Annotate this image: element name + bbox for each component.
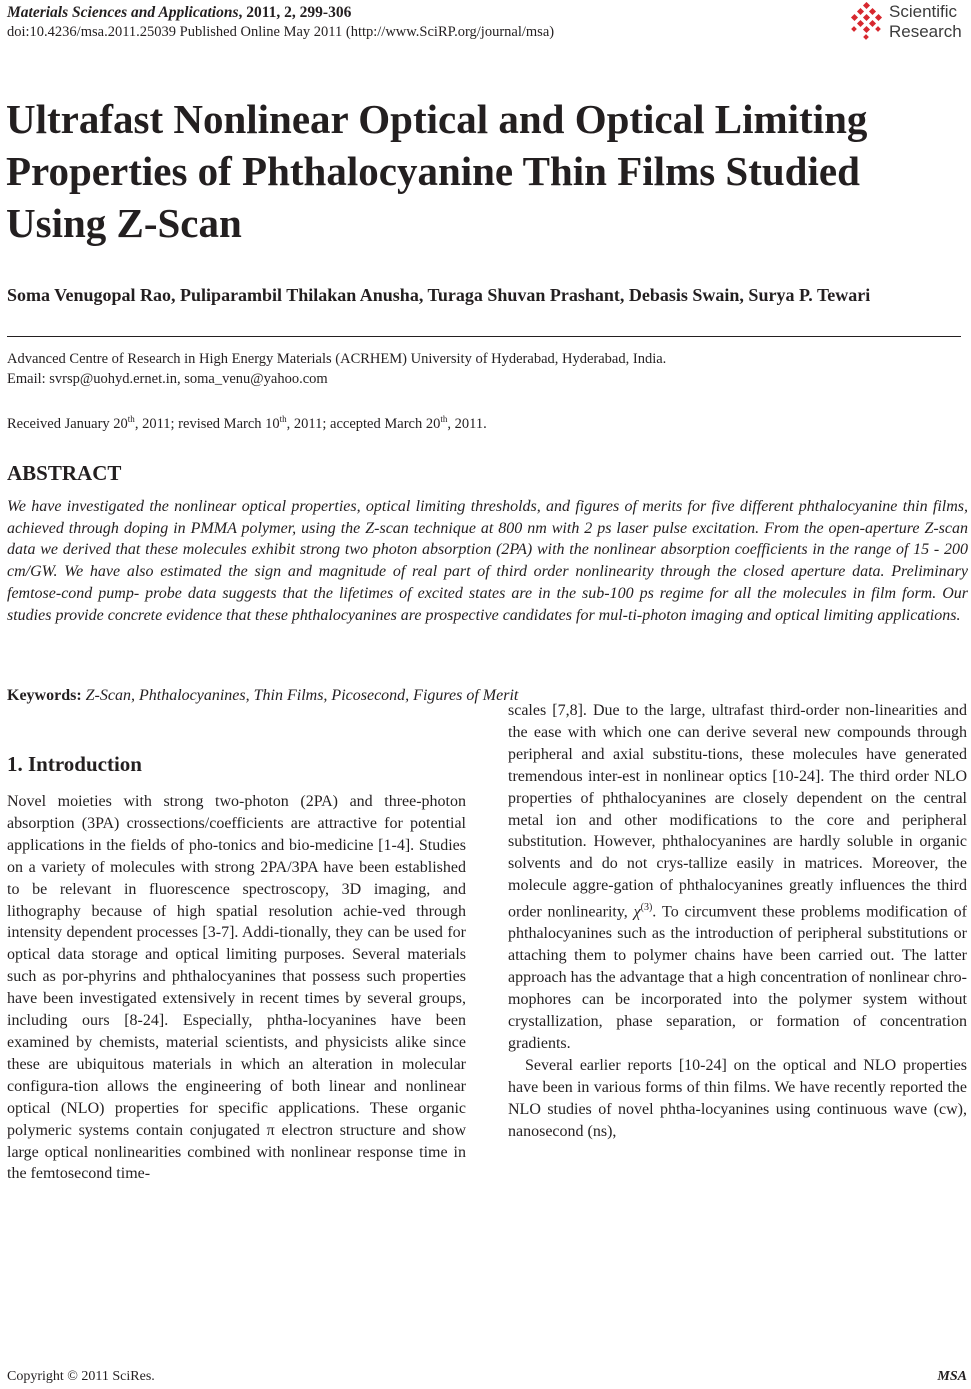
received-dates <box>7 410 487 433</box>
logo-wordmark <box>889 2 962 42</box>
right-column-paragraph-1 <box>508 700 967 1055</box>
contact-email: Email: svrsp@uohyd.ernet.in, soma_venu@yahoo.com <box>7 371 328 387</box>
received-date: Received January 20 <box>7 415 128 432</box>
chi-superscript: (3) <box>640 902 653 914</box>
affiliation: Advanced Centre of Research in High Energy Materials (ACRHEM) University of Hyderabad, Hyderabad, India. <box>7 351 667 367</box>
journal-volume-pages: , 2011, 2, 299-306 <box>238 4 352 21</box>
paragraph-text: . To circumvent these problems modification of phthalocyanines such as the introduction of peripheral substitutions or attaching them to polymer chains have been carried out. The latter approach has the advantage that a high concentration of nonlinear chro-mophores can be incorporated into the polymer system without crystallization, phase separation, or formation of concentration gradients. <box>508 903 967 1052</box>
keywords-label: Keywords: <box>7 687 82 704</box>
footer-copyright: Copyright © 2011 SciRes. <box>7 1369 155 1384</box>
revised-date: , 2011; revised March 10 <box>134 415 280 432</box>
keywords-list: Z-Scan, Phthalocyanines, Thin Films, Picosecond, Figures of Merit <box>81 687 519 704</box>
right-column <box>508 700 967 1142</box>
chi-symbol: χ <box>633 903 641 921</box>
section-heading-introduction: 1. Introduction <box>7 752 142 776</box>
author-list: Soma Venugopal Rao, Puliparambil Thilakan Anusha, Turaga Shuvan Prashant, Debasis Swain, Surya P. Tewari <box>7 285 871 305</box>
keywords <box>7 686 518 706</box>
journal-name: Materials Sciences and Applications <box>7 4 239 21</box>
abstract-heading: ABSTRACT <box>7 461 122 485</box>
left-column-text: Novel moieties with strong two-photon (2PA) and three-photon absorption (3PA) crossections/coefficients are attractive for potential applications in the fields of pho-tonics and bio-medicine [1-4]. Studies on a variety of molecules with strong 2PA/3PA have been established to be relevant in fluorescence spectroscopy, 3D imaging, and lithography because of high spatial resolution achie-ved through intensity dependent processes [3-7]. Addi-tionally, they can be used for optical data storage and optical limiting purposes. Several materials such as por-phyrins and phthalocyanines that possess such properties have been investigated extensively in recent times by several groups, including ours [8-24]. Especially, phtha-locyanines have been examined by chemists, material scientists, and physicists alike since these are ubiquitous materials in which an alteration in molecular configura-tion allows the engineering of both linear and nonlinear optical (NLO) properties for specific applications. These organic polymeric systems contain conjugated π electron structure and show large optical nonlinearities combined with nonlinear response time in the femtosecond time- <box>7 793 466 1183</box>
doi-line: doi:10.4236/msa.2011.25039 Published Online May 2011 (http://www.SciRP.org/journal/msa) <box>7 24 555 40</box>
scirp-logo-icon <box>847 2 887 42</box>
ordinal-suffix: th <box>279 414 287 424</box>
ordinal-suffix: th <box>440 414 448 424</box>
right-column-paragraph-2: Several earlier reports [10-24] on the optical and NLO properties have been in various forms of thin films. We have recently reported the NLO studies of novel phtha-locyanines using continuous wave (cw), nanosecond (ns), <box>508 1056 967 1140</box>
scientific-research-logo <box>847 2 967 44</box>
abstract-text: We have investigated the nonlinear optical properties, optical limiting thresholds, and figures of merits for five different phthalocyanine thin films, achieved through doping in PMMA polymer, using the Z-scan technique at 800 nm with 2 ps laser pulse excitation. From the open-aperture Z-scan data we derived that these molecules exhibit strong two photon absorption (2PA) with the nonlinear absorption coefficients in the range of 15 - 200 cm/GW. We have also estimated the sign and magnitude of real part of third order nonlinearity through the closed aperture data. Preliminary femtose-cond pump- probe data suggests that the lifetimes of excited states are in the sub-100 ps regime for all the molecules in film form. Our studies provide concrete evidence that these phthalocyanines are prospective candidates for mul-ti-photon imaging and optical limiting applications. <box>7 498 968 624</box>
accepted-year: , 2011. <box>447 415 487 432</box>
paragraph-text: scales [7,8]. Due to the large, ultrafast third-order non-linearities and the ease with which one can derive several new compounds through peripheral and axial substitu-tions, these molecules have generated tremendous inter-est in nonlinear optics [10-24]. The third order NLO properties of phthalocyanines are closely dependent on the central metal ion and other modifications to the core and peripheral substitution. However, phthalocyanines are hardly soluble in organic solvents and do not crys-tallize easily in matrices. Moreover, the molecule aggre-gation of phthalocyanines greatly influences the third order nonlinearity, <box>508 702 967 921</box>
logo-line-1: Scientific <box>889 2 958 21</box>
logo-line-2: Research <box>889 22 962 41</box>
paper-title: Ultrafast Nonlinear Optical and Optical Limiting Properties of Phthalocyanine Thin Films Studied Using Z-Scan <box>6 96 868 246</box>
ordinal-suffix: th <box>127 414 135 424</box>
journal-citation <box>7 4 351 22</box>
footer-journal-abbr: MSA <box>937 1369 967 1384</box>
header-divider <box>7 336 961 337</box>
accepted-date: , 2011; accepted March 20 <box>286 415 441 432</box>
